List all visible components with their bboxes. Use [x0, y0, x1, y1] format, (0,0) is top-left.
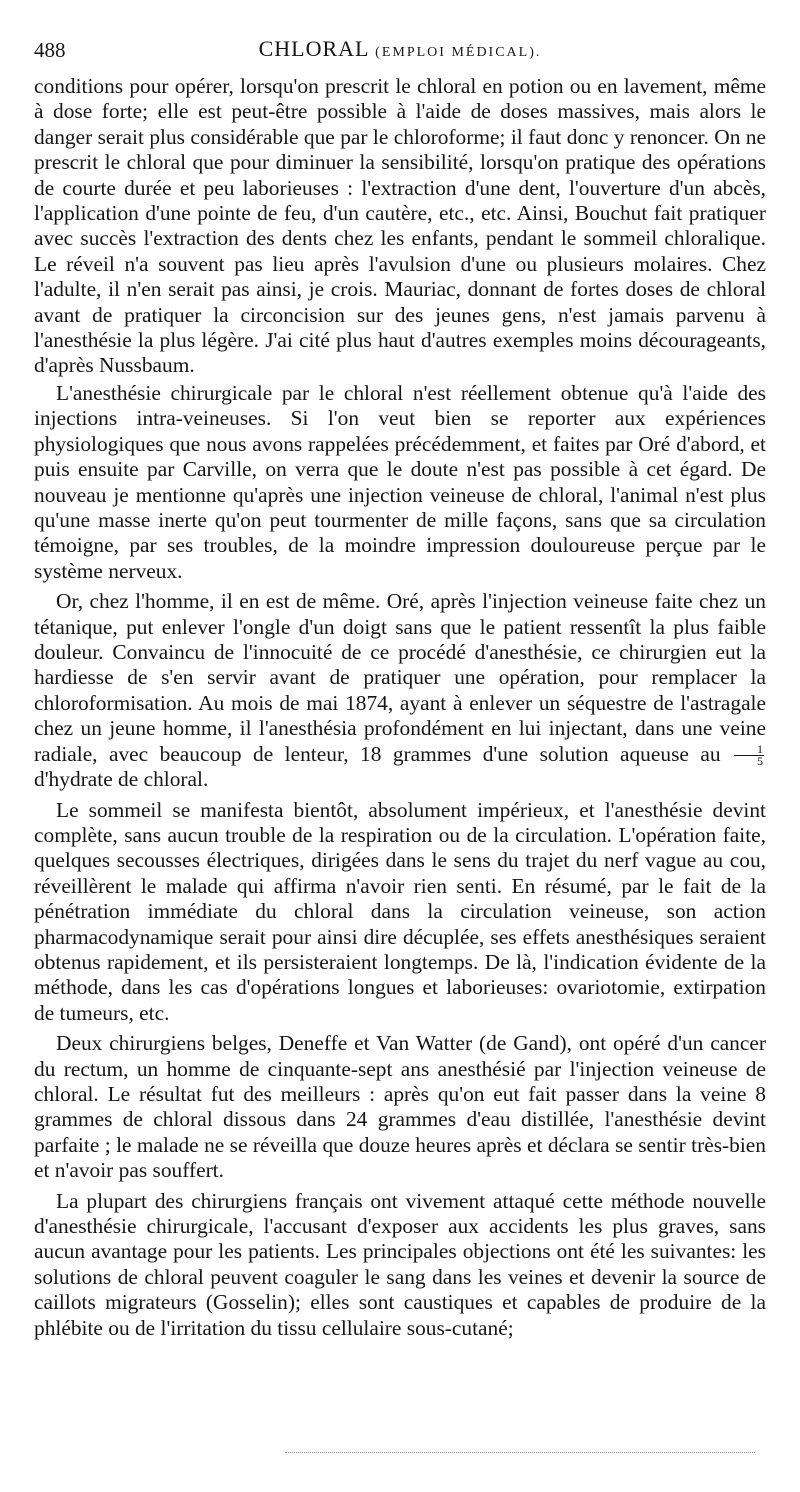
running-head-title: CHLORAL: [258, 36, 369, 61]
page-header: [34, 34, 766, 74]
paragraph: Deux chirurgiens belges, Deneffe et Van Watter (de Gand), ont opéré d'un cancer du rectum, un homme de cinquante-sept ans anesthésié par l'injection veineuse de chloral. Le résultat fut des meilleurs : après qu'on eut fait passer dans la veine 8 grammes de chloral dissous dans 24 grammes d'eau distillée, l'anesthésie devint parfaite ; le malade ne se réveilla que douze heures après et déclara se sentir très-bien et n'avoir pas souffert.: [34, 1031, 766, 1183]
body-text: [34, 74, 766, 1341]
fraction-denominator: 5: [757, 754, 764, 769]
running-head: [34, 36, 766, 62]
fraction: [734, 744, 764, 767]
footer-rule: [285, 1452, 755, 1453]
page: [34, 34, 766, 1341]
paragraph: L'anesthésie chirurgicale par le chloral n'est réellement obtenue qu'à l'aide des injections intra-veineuses. Si l'on veut bien se reporter aux expériences physiologiques que nous avons rappelées précédemment, et faites par Oré d'abord, et puis ensuite par Carville, on verra que le doute n'est pas possible à cet égard. De nouveau je mentionne qu'après une injection veineuse de chloral, l'animal n'est plus qu'une masse inerte qu'on peut tourmenter de mille façons, sans que sa circulation témoigne, par ses troubles, de la moindre impression douloureuse perçue par le système nerveux.: [34, 380, 766, 583]
paragraph-tail: d'hydrate de chloral.: [34, 767, 209, 792]
paragraph: La plupart des chirurgiens français ont vivement attaqué cette méthode nouvelle d'anesthésie chirurgicale, l'accusant d'exposer aux accidents les plus graves, sans aucun avantage pour les patients. Les principales objections ont été les suivantes: les solutions de chloral peuvent coaguler le sang dans les veines et devenir la source de caillots migrateurs (Gosselin); elles sont caustiques et capables de produire de la phlébite ou de l'irritation du tissu cellulaire sous-cutané;: [34, 1188, 766, 1340]
paragraph: [34, 589, 766, 792]
page-number: 488: [34, 38, 66, 62]
paragraph: Le sommeil se manifesta bientôt, absolument impérieux, et l'anesthésie devint complète, sans aucun trouble de la respiration ou de la circulation. L'opération faite, quelques secousses électriques, dirigées dans le sens du trajet du nerf vague au cou, réveillèrent le malade qui affirma n'avoir rien senti. En résumé, par le fait de la pénétration immédiate du chloral dans la circulation veineuse, son action pharmacodynamique serait pour ainsi dire décuplée, ses effets anesthésiques seraient obtenus rapidement, et ils persisteraient longtemps. De là, l'indication évidente de la méthode, dans les cas d'opérations longues et laborieuses: ovariotomie, extirpation de tumeurs, etc.: [34, 797, 766, 1025]
paragraph-text: Or, chez l'homme, il en est de même. Oré, après l'injection veineuse faite chez un tétanique, put enlever l'ongle d'un doigt sans que le patient ressentît la plus faible douleur. Convaincu de l'innocuité de ce procédé d'anesthésie, ce chirurgien eut la hardiesse de s'en servir avant de pratiquer une opération, pour remplacer la chloroformisation. Au mois de mai 1874, ayant à enlever un séquestre de l'astragale chez un jeune homme, il l'anesthésia profondément en lui injectant, dans une veine radiale, avec beaucoup de lenteur, 18 grammes d'une solution aqueuse au: [34, 589, 766, 766]
running-head-subtitle: (EMPLOI MÉDICAL).: [375, 45, 542, 60]
paragraph: conditions pour opérer, lorsqu'on prescrit le chloral en potion ou en lavement, même à dose forte; elle est peut-être possible à l'aide de doses massives, mais alors le danger serait plus considérable que par le chloroforme; il faut donc y renoncer. On ne prescrit le chloral que pour diminuer la sensibilité, lorsqu'on pratique des opérations de courte durée et peu laborieuses : l'extraction d'une dent, l'ouverture d'un abcès, l'application d'une pointe de feu, d'un cautère, etc., etc. Ainsi, Bouchut fait pratiquer avec succès l'extraction des dents chez les enfants, pendant le sommeil chloralique. Le réveil n'a souvent pas lieu après l'avulsion d'une ou plusieurs molaires. Chez l'adulte, il n'en serait pas ainsi, je crois. Mauriac, donnant de fortes doses de chloral avant de pratiquer la circoncision sur des jeunes gens, n'est jamais parvenu à l'anesthésie la plus légère. J'ai cité plus haut d'autres exemples moins décourageants, d'après Nussbaum.: [34, 74, 766, 378]
fraction-numerator: 1: [734, 744, 764, 756]
